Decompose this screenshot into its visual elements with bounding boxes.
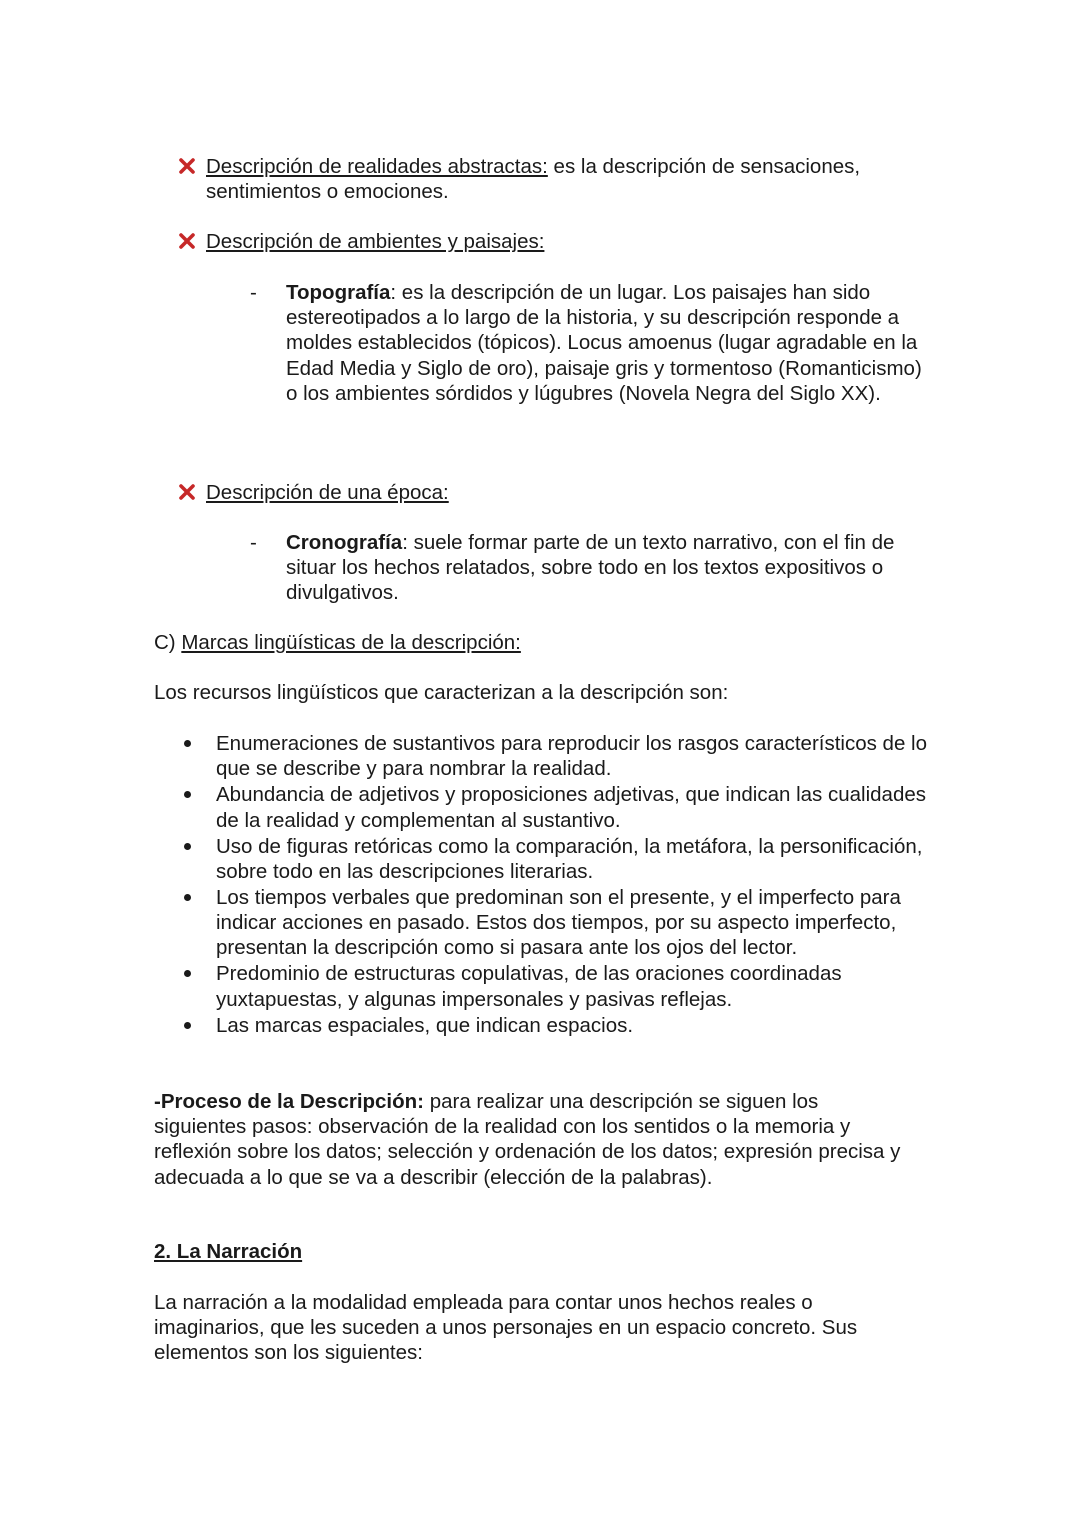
item-label: Descripción de una época:: [206, 481, 449, 504]
bullet-text: Las marcas espaciales, que indican espacios.: [216, 1013, 634, 1037]
bullet-dot-icon: [184, 740, 191, 747]
bullet-text: Enumeraciones de sustantivos para reproducir los rasgos característicos de lo que se describe y para nombrar la realidad.: [216, 732, 928, 781]
bullet-item: [184, 961, 934, 1011]
bullet-dot-icon: [184, 843, 191, 850]
section-2-title: 2. La Narración: [154, 1240, 303, 1263]
bullet-text: Uso de figuras retóricas como la comparación, la metáfora, la personificación, sobre todo en las descripciones literarias.: [216, 834, 923, 883]
bullet-text: Predominio de estructuras copulativas, de las oraciones coordinadas yuxtapuestas, y algunas impersonales y pasivas reflejas.: [216, 962, 842, 1011]
cross-mark-icon: [178, 232, 196, 250]
dash-marker: -: [250, 281, 257, 304]
bullet-dot-icon: [184, 791, 191, 798]
term-definition: : es la descripción de un lugar. Los paisajes han sido estereotipados a lo largo de la historia, y su descripción responde a moldes establecidos (tópicos). Locus amoenus (lugar agradable en la Edad Media y Siglo de oro), paisaje gris y tormentoso (Romanticismo) o los ambientes sórdidos y lúgubres (Novela Negra del Siglo XX).: [286, 281, 922, 405]
narracion-paragraph: La narración a la modalidad empleada para contar unos hechos reales o imaginarios, que les suceden a unos personajes en un espacio concreto. Sus elementos son los siguientes:: [154, 1291, 858, 1365]
section-c-intro: Los recursos lingüísticos que caracterizan a la descripción son:: [154, 681, 729, 704]
list-item-epoca: [178, 480, 918, 505]
item-text: es la descripción de sensaciones, sentimientos o emociones.: [206, 155, 861, 204]
bullet-list: [184, 731, 934, 1039]
bullet-text: Abundancia de adjetivos y proposiciones adjetivas, que indican las cualidades de la realidad y complementan al sustantivo.: [216, 783, 926, 832]
bullet-dot-icon: [184, 894, 191, 901]
section-c-title: Marcas lingüísticas de la descripción:: [181, 631, 521, 654]
term-topografia: Topografía: [286, 281, 391, 304]
dash-item-cronografia: [250, 530, 910, 606]
list-item-ambientes-paisajes: [178, 229, 918, 254]
term-definition: : suele formar parte de un texto narrativo, con el fin de situar los hechos relatados, sobre todo en los textos expositivos o divulgativos.: [286, 531, 895, 605]
bullet-item: [184, 1013, 934, 1038]
section-2-heading: [154, 1239, 934, 1264]
dash-item-topografia: [250, 280, 930, 406]
section-c-prefix: C): [154, 631, 182, 654]
bullet-dot-icon: [184, 970, 191, 977]
list-item-realidades-abstractas: [178, 154, 918, 204]
cross-mark-icon: [178, 157, 196, 175]
proceso-text: para realizar una descripción se siguen los siguientes pasos: observación de la realidad con los sentidos o la memoria y reflexión sobre los datos; selección y ordenación de los datos; expresión precisa y adecuada a lo que se va a describir (elección de la palabras).: [154, 1090, 901, 1189]
item-label: Descripción de realidades abstractas:: [206, 155, 548, 178]
cross-mark-icon: [178, 483, 196, 501]
item-label: Descripción de ambientes y paisajes:: [206, 230, 545, 253]
bullet-text: Los tiempos verbales que predominan son el presente, y el imperfecto para indicar acciones en pasado. Estos dos tiempos, por su aspecto imperfecto, presentan la descripción como si pasara ante los ojos del lector.: [216, 885, 901, 960]
bullet-item: [184, 834, 934, 884]
proceso-paragraph: [154, 1089, 914, 1190]
bullet-item: [184, 782, 934, 832]
section-c-heading: [154, 630, 934, 655]
bullet-item: [184, 731, 934, 781]
bullet-item: [184, 885, 934, 961]
dash-marker: -: [250, 531, 257, 554]
bullet-dot-icon: [184, 1022, 191, 1029]
proceso-label: -Proceso de la Descripción:: [154, 1090, 425, 1113]
term-cronografia: Cronografía: [286, 531, 403, 554]
